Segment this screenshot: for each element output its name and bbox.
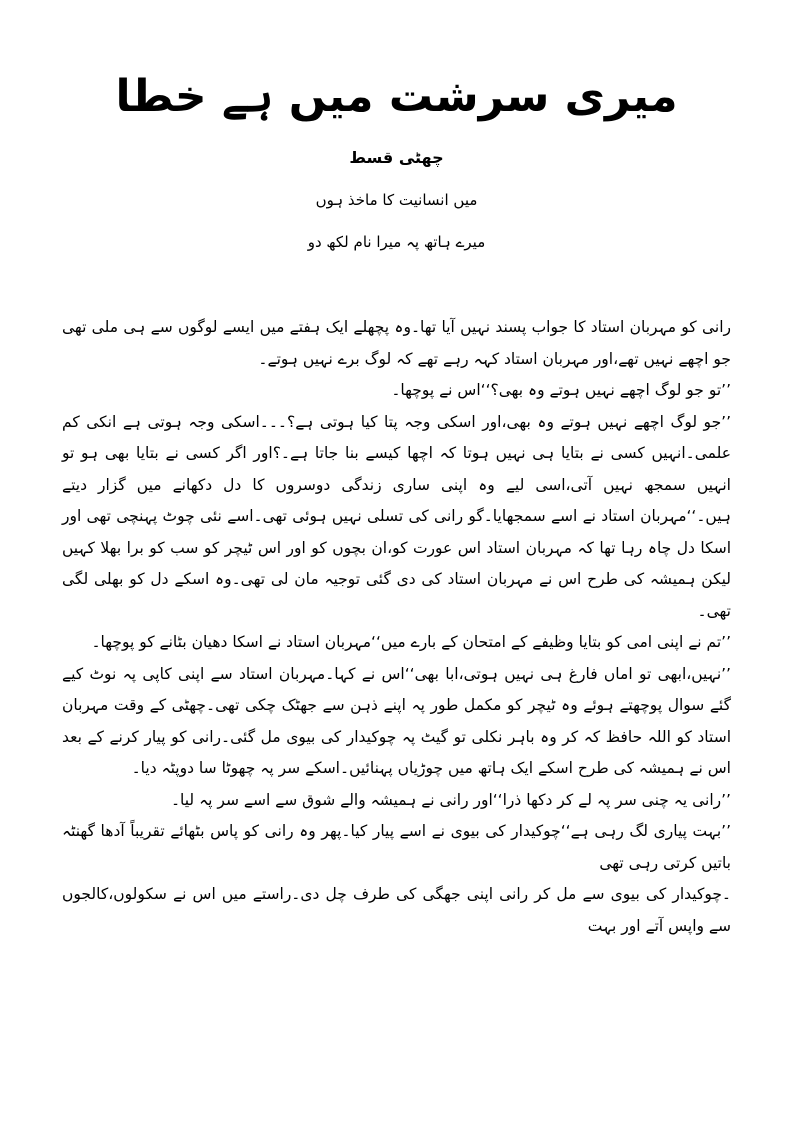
paragraph-3: ’’جو لوگ اچھے نہیں ہوتے وہ بھی،اور اسکی وجہ پتا کیا ہوتی ہے؟۔۔۔اسکی وجہ ہوتی ہے انکی کم علمی۔انہیں کسی نے بتایا ہی نہیں ہوتا کہ اچھا کیسے بنا جاتا ہے۔؟اور اگر کسی نے بتایا بھی ہو تو انہیں سمجھ نہیں آتی،اسی لیے وہ اپنی ساری زندگی دوسروں کا دل دکھانے میں گزار دیتے ہیں۔‘‘مہربان استاد نے اسے سمجھایا۔گو رانی کی تسلی نہیں ہوئی تھی۔اسے نئی چوٹ پہنچی تھی اور اسکا دل چاہ رہا تھا کہ مہربان استاد اس عورت کو،ان بچوں کو اور اس ٹیچر کو سب کو برا بھلا کہیں لیکن ہمیشہ کی طرح اس نے مہربان استاد کی دی گئی توجیہ مان لی تھی۔وہ اسکے دل کو بھلی لگی تھی۔ [62,412,731,620]
story-body [62,312,731,942]
paragraph-7: ’’بہت پیاری لگ رہی ہے‘‘چوکیدار کی بیوی نے اسے پیار کیا۔پھر وہ رانی کو پاس بٹھائے تقریباً آدھا گھنٹہ باتیں کرتی رہی تھی [62,822,731,872]
paragraph-4: ’’تم نے اپنی امی کو بتایا وظیفے کے امتحان کے بارے میں‘‘مہربان استاد نے اسکا دھیان بٹانے کو پوچھا۔ [91,633,731,651]
paragraph-8: ۔چوکیدار کی بیوی سے مل کر رانی اپنی جھگی کی طرف چل دی۔راستے میں اس نے سکولوں،کالجوں سے واپس آتے اور بہت [62,885,731,935]
story-title: میری سرشت میں ہے خطا [115,71,678,122]
paragraph-6: ’’رانی یہ چنی سر پہ لے کر دکھا ذرا‘‘اور رانی نے ہمیشہ والے شوق سے اسے سر پہ لیا۔ [170,790,731,809]
paragraph-1: رانی کو مہربان استاد کا جواب پسند نہیں آیا تھا۔وہ پچھلے ایک ہفتے میں ایسے لوگوں سے ہی ملی تھی جو اچھے نہیں تھے،اور مہربان استاد کہہ رہے تھے کہ لوگ برے نہیں ہوتے۔ [62,318,731,368]
verse-line-2: میرے ہاتھ پہ میرا نام لکھ دو [307,233,486,251]
paragraph-2: ’’تو جو لوگ اچھے نہیں ہوتے وہ بھی؟‘‘اس نے پوچھا۔ [391,381,731,399]
episode-label: چھٹی قسط [349,148,444,167]
paragraph-5: ’’نہیں،ابھی تو اماں فارغ ہی نہیں ہوتی،ابا بھی‘‘اس نے کہا۔مہربان استاد سے اپنی کاپی پہ نوٹ کیے گئے سوال پوچھتے ہوئے وہ ٹیچر کو مکمل طور پہ اپنے ذہن سے جھٹک چکی تھی۔چھٹی کے وقت مہربان استاد کو اللہ حافظ کہ کر وہ باہر نکلی تو گیٹ پہ چوکیدار کی بیوی مل گئی۔رانی کو پیار کرنے کے بعد اس نے ہمیشہ کی طرح اسکے ایک ہاتھ میں چوڑیاں پہنائیں۔اسکے سر پہ چھوٹا سا دوپٹہ دیا۔ [62,664,731,777]
verse-line-1: میں انسانیت کا ماخذ ہوں [315,191,478,209]
